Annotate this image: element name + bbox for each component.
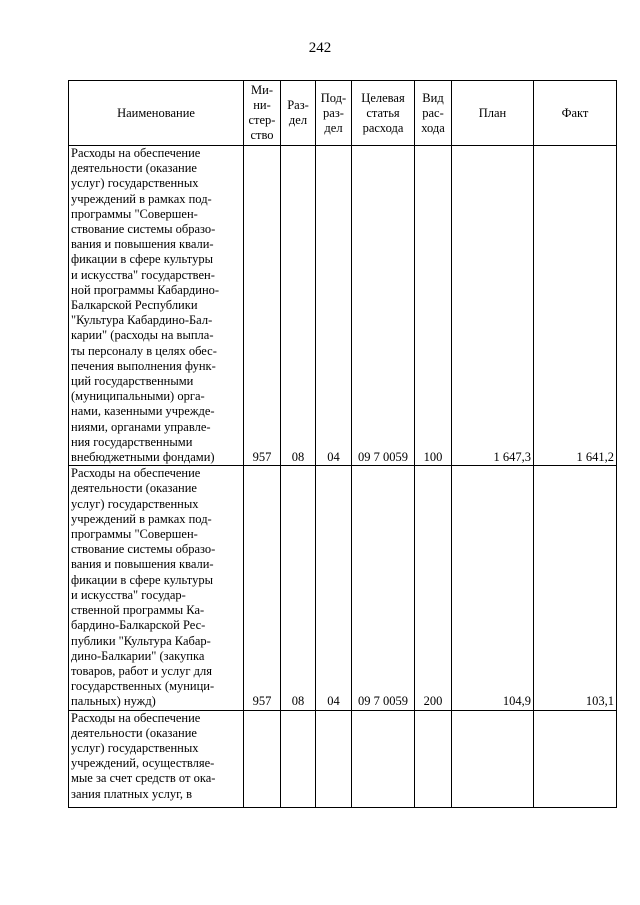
header-fact: Факт	[534, 81, 617, 146]
row-ministry	[244, 710, 281, 807]
header-target: Целевая статья расхода	[352, 81, 415, 146]
row-name: Расходы на обеспечение деятельности (оказание услуг) государственных учреждений в рамках под- программы "Совершен- ствование системы образо- вания и повышения квали- фикации в сфере культуры и искусства" государ- ственной программы Ка- бардино-Балкарской Рес- публики "Культура Кабар- дино-Балкарии" (закупка товаров, работ и услуг для государственных (муници- пальных) нужд)	[69, 466, 244, 710]
page-number: 242	[308, 40, 332, 56]
header-section: Раз- дел	[281, 81, 316, 146]
table-row	[69, 710, 617, 807]
row-subsection: 04	[316, 146, 352, 466]
row-plan	[452, 710, 534, 807]
row-target: 09 7 0059	[352, 146, 415, 466]
row-plan: 1 647,3	[452, 146, 534, 466]
header-row	[69, 81, 617, 146]
row-ministry: 957	[244, 466, 281, 710]
header-type: Вид рас- хода	[415, 81, 452, 146]
header-ministry: Ми- ни- стер- ство	[244, 81, 281, 146]
row-fact: 103,1	[534, 466, 617, 710]
budget-table	[68, 80, 617, 808]
row-target: 09 7 0059	[352, 466, 415, 710]
row-section: 08	[281, 466, 316, 710]
row-type	[415, 710, 452, 807]
header-subsection: Под- раз- дел	[316, 81, 352, 146]
row-name: Расходы на обеспечение деятельности (оказание услуг) государственных учреждений в рамках под- программы "Совершен- ствование системы образо- вания и повышения квали- фикации в сфере культуры и искусства" государствен- ной программы Кабардино- Балкарской Республики "Культура Кабардино-Бал- карии" (расходы на выпла- ты персоналу в целях обес- печения выполнения функ- ций государственными (муниципальными) орга- нами, казенными учрежде- ниями, органами управле- ния государственными внебюджетными фондами)	[69, 146, 244, 466]
row-section	[281, 710, 316, 807]
row-subsection: 04	[316, 466, 352, 710]
header-name: Наименование	[69, 81, 244, 146]
row-subsection	[316, 710, 352, 807]
row-type: 200	[415, 466, 452, 710]
row-section: 08	[281, 146, 316, 466]
row-fact	[534, 710, 617, 807]
row-plan: 104,9	[452, 466, 534, 710]
row-ministry: 957	[244, 146, 281, 466]
table-row	[69, 146, 617, 466]
row-type: 100	[415, 146, 452, 466]
table-row	[69, 466, 617, 710]
row-name: Расходы на обеспечение деятельности (оказание услуг) государственных учреждений, осуществляе- мые за счет средств от ока- зания платных услуг, в	[69, 710, 244, 807]
row-fact: 1 641,2	[534, 146, 617, 466]
header-plan: План	[452, 81, 534, 146]
row-target	[352, 710, 415, 807]
